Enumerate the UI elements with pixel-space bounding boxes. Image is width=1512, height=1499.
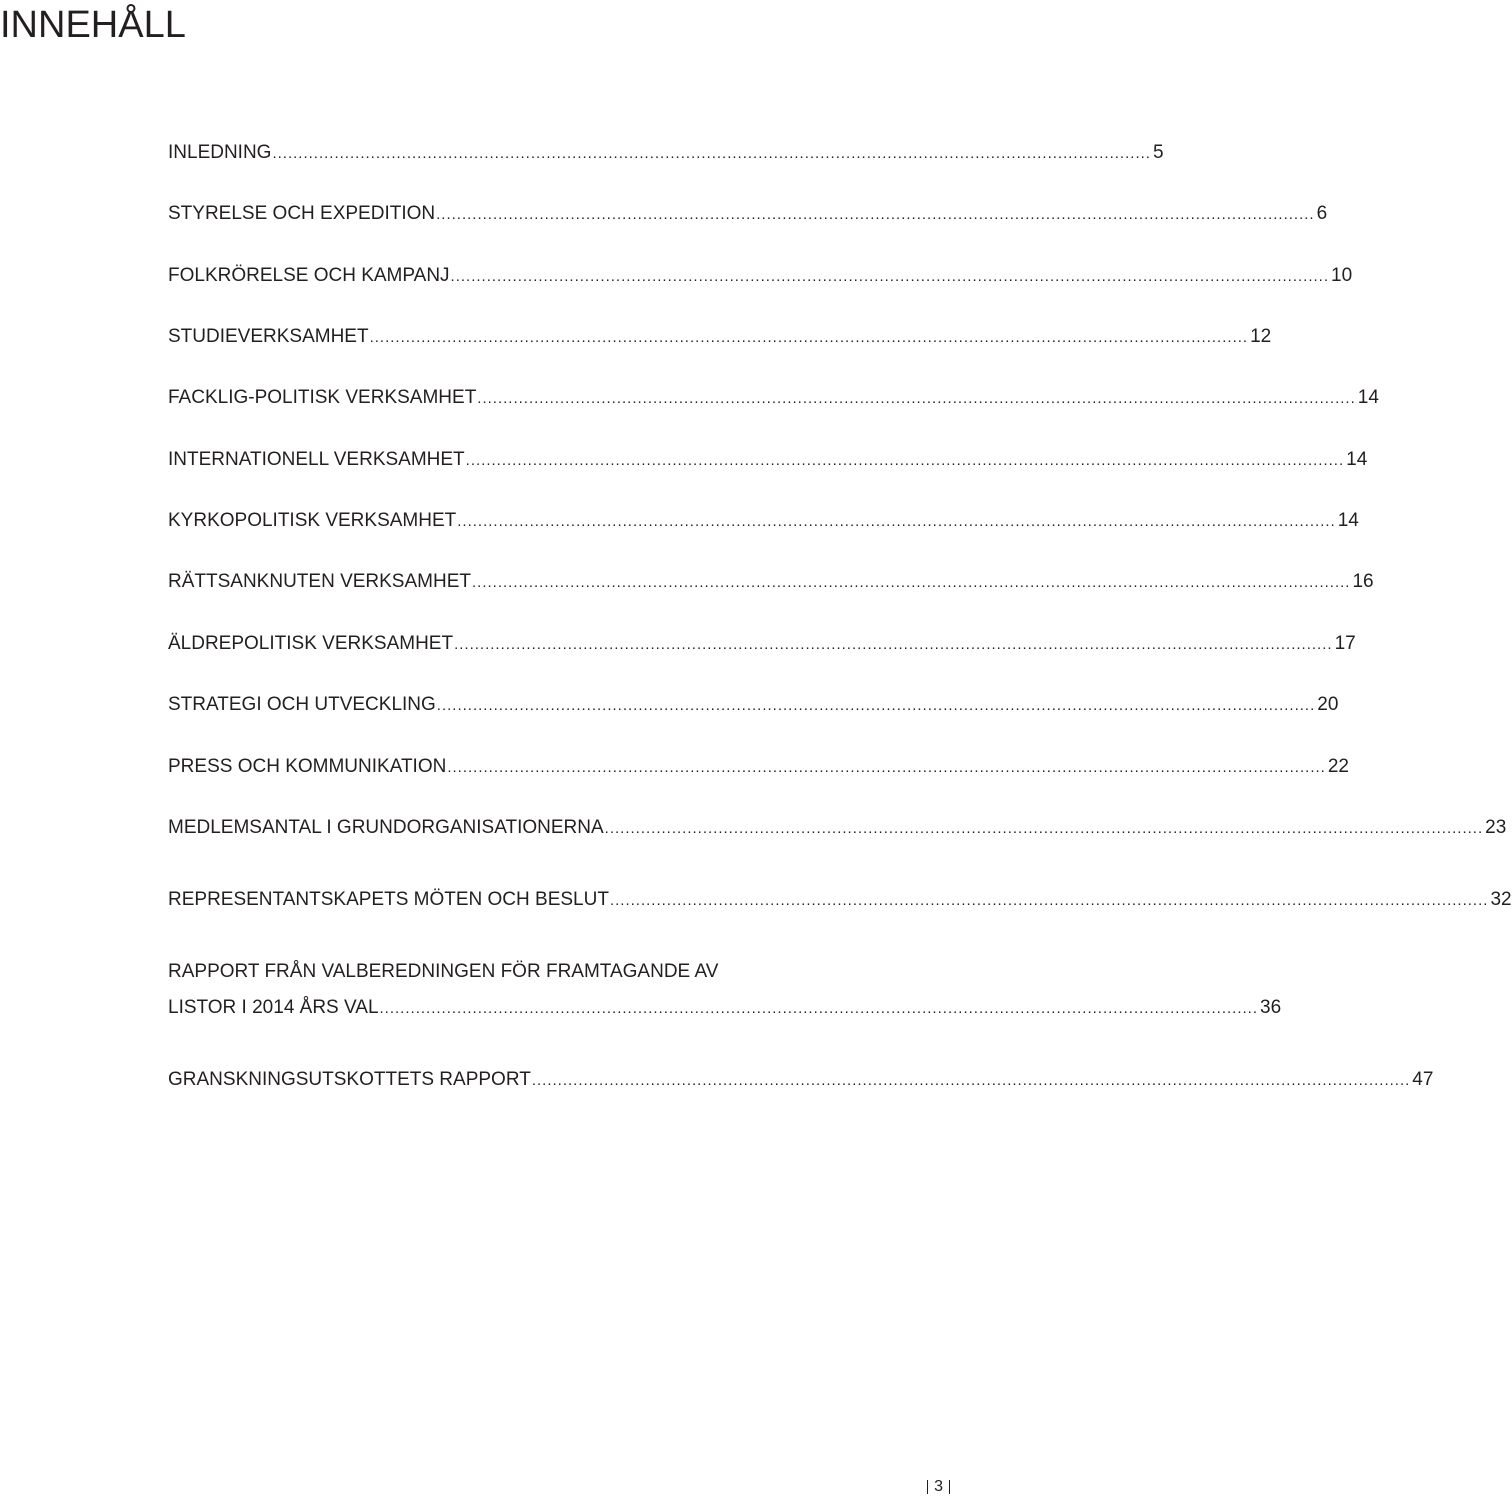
toc-entry[interactable]: [168, 571, 1374, 594]
toc-entry-label-line1: RAPPORT FRÅN VALBEREDNINGEN FÖR FRAMTAGANDE AV: [168, 961, 719, 982]
toc-entry-page: 14: [1346, 449, 1368, 470]
toc-entry[interactable]: [168, 889, 1512, 912]
page-number-value: 3: [934, 1478, 943, 1495]
toc-entry[interactable]: [168, 326, 1272, 349]
page-title: INNEHÅLL: [0, 4, 186, 46]
toc-entry[interactable]: [168, 265, 1353, 288]
toc-entry[interactable]: [168, 961, 1282, 1020]
toc-entry[interactable]: [168, 449, 1368, 472]
toc-entry[interactable]: [168, 756, 1349, 779]
dot-leader: ..........................................................................................................................................................................: [450, 268, 1330, 285]
dot-leader: ..........................................................................................................................................................................: [436, 206, 1315, 223]
toc-entry-label: KYRKOPOLITISK VERKSAMHET: [168, 510, 457, 531]
toc-entry-page: 32: [1490, 889, 1512, 910]
dot-leader: ..........................................................................................................................................................................: [471, 574, 1351, 591]
toc-entry-label: STRATEGI OCH UTVECKLING: [168, 694, 436, 715]
toc-entry-page: 12: [1250, 326, 1272, 347]
toc-entry-page: 6: [1316, 203, 1328, 224]
toc-entry-page: 14: [1357, 387, 1379, 408]
dot-leader: ..........................................................................................................................................................................: [369, 329, 1249, 346]
dot-leader: ..........................................................................................................................................................................: [465, 452, 1345, 469]
toc-entry-label: MEDLEMSANTAL I GRUNDORGANISATIONERNA: [168, 817, 604, 838]
toc-entry-label: PRESS OCH KOMMUNIKATION: [168, 756, 447, 777]
toc-entry-page: 36: [1260, 997, 1282, 1018]
dot-leader: ..........................................................................................................................................................................: [379, 1000, 1258, 1017]
toc-entry-label: ÄLDREPOLITISK VERKSAMHET: [168, 633, 454, 654]
toc-entry-page: 17: [1334, 633, 1356, 654]
toc-entry-label: FOLKRÖRELSE OCH KAMPANJ: [168, 265, 450, 286]
dot-leader: ..........................................................................................................................................................................: [477, 390, 1356, 407]
toc-entry-label: RÄTTSANKNUTEN VERKSAMHET: [168, 571, 471, 592]
dot-leader: ..........................................................................................................................................................................: [447, 759, 1326, 776]
dot-leader: ..........................................................................................................................................................................: [609, 892, 1489, 909]
toc-entry-page: 20: [1317, 694, 1339, 715]
toc-entry[interactable]: [168, 817, 1507, 840]
divider: [949, 1480, 950, 1494]
toc-entry[interactable]: [168, 694, 1339, 717]
divider: [927, 1480, 928, 1494]
toc-entry-page: 23: [1485, 817, 1507, 838]
dot-leader: ..........................................................................................................................................................................: [457, 513, 1336, 530]
page-number: [921, 1478, 956, 1496]
toc-entry[interactable]: [168, 387, 1379, 410]
dot-leader: ..........................................................................................................................................................................: [531, 1072, 1411, 1089]
dot-leader: ..........................................................................................................................................................................: [454, 636, 1333, 653]
toc-entry-label: INTERNATIONELL VERKSAMHET: [168, 449, 465, 470]
toc-entry-page: 14: [1337, 510, 1359, 531]
toc-entry-label: INLEDNING: [168, 142, 272, 163]
toc-entry-page: 22: [1327, 756, 1349, 777]
toc-entry[interactable]: [168, 1069, 1434, 1092]
toc-entry-page: 10: [1331, 265, 1353, 286]
toc-entry-label: GRANSKNINGSUTSKOTTETS RAPPORT: [168, 1069, 531, 1090]
toc-entry[interactable]: [168, 510, 1359, 533]
toc-entry-label: STYRELSE OCH EXPEDITION: [168, 203, 436, 224]
toc-entry[interactable]: [168, 633, 1356, 656]
toc-entry-label: FACKLIG-POLITISK VERKSAMHET: [168, 387, 477, 408]
toc-entry[interactable]: [168, 203, 1328, 226]
dot-leader: ..........................................................................................................................................................................: [272, 145, 1151, 162]
toc-entry-page: 47: [1412, 1069, 1434, 1090]
dot-leader: ..........................................................................................................................................................................: [436, 697, 1316, 714]
toc-entry-label: STUDIEVERKSAMHET: [168, 326, 369, 347]
toc-entry-page: 5: [1152, 142, 1164, 163]
toc-entry[interactable]: [168, 142, 1164, 165]
toc-entry-label: REPRESENTANTSKAPETS MÖTEN OCH BESLUT: [168, 889, 609, 910]
toc-entry-page: 16: [1352, 571, 1374, 592]
dot-leader: ..........................................................................................................................................................................: [604, 820, 1484, 837]
toc-entry-label: LISTOR I 2014 ÅRS VAL: [168, 997, 379, 1018]
